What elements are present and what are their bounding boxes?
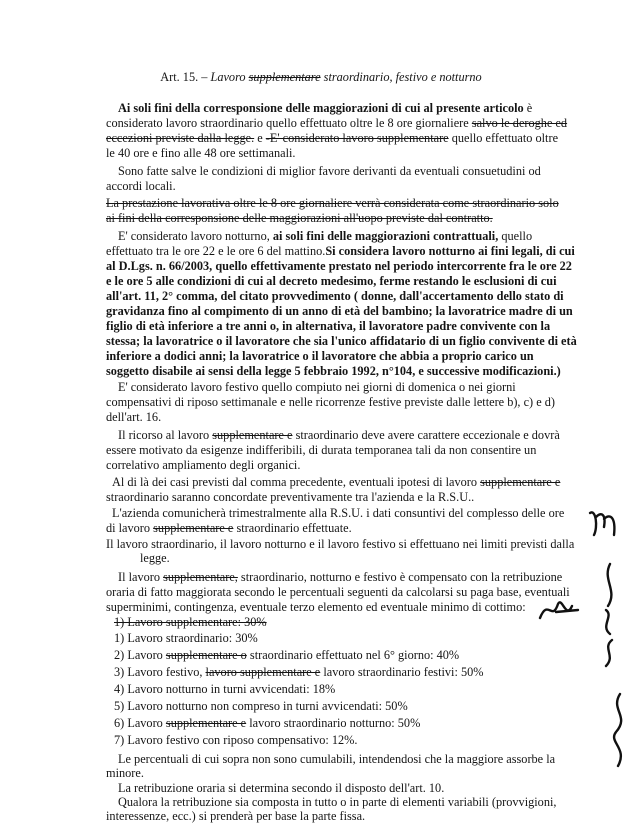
- text-line: soggetto disabile ai sensi della legge 5 febbraio 1992, n°104, e successive modificazioni.): [106, 364, 561, 378]
- struck-line: La prestazione lavorativa oltre le 8 ore giornaliere verrà considerata come straordinario solo: [106, 196, 559, 210]
- percentage-item: 7) Lavoro festivo con riposo compensativo: 12%.: [114, 733, 358, 747]
- text-line: stessa; la lavoratrice o il lavoratore che sia l'unico affidatario di un figlio convivente di età: [106, 334, 577, 348]
- text-line: effettuato tra le ore 22 e le ore 6 del mattino.Si considera lavoro notturno ai fini legali, di cui: [106, 244, 575, 258]
- text-line: al D.Lgs. n. 66/2003, quello effettivamente prestato nel periodo intercorrente fra le ore 22: [106, 259, 572, 273]
- text-line: minore.: [106, 766, 144, 780]
- text-line: Al di là dei casi previsti dal comma precedente, eventuali ipotesi di lavoro supplementare e: [112, 475, 561, 489]
- text-line: E' considerato lavoro notturno, ai soli fini delle maggiorazioni contrattuali, quello: [118, 229, 533, 243]
- text-line: Il lavoro straordinario, il lavoro notturno e il lavoro festivo si effettuano nei limiti previsti dalla: [106, 537, 575, 551]
- handwritten-initial: [536, 594, 580, 624]
- text-line: interessenze, ecc.) si prenderà per base la parte fissa.: [106, 809, 366, 823]
- text-line: Ai soli fini della corresponsione delle maggiorazioni di cui al presente articolo è: [118, 101, 533, 115]
- text-line: all'art. 11, 2° comma, del citato provvedimento ( donne, dall'accertamento dello stato di: [106, 289, 564, 303]
- handwritten-initial: [586, 505, 622, 541]
- text-line: essere motivato da esigenze indifferibili, di durata temporanea tali da non consentire un: [106, 443, 537, 457]
- percentage-item: 4) Lavoro notturno in turni avvicendati: 18%: [114, 682, 336, 696]
- percentage-item: 1) Lavoro straordinario: 30%: [114, 631, 258, 645]
- text-line: inferiore a dodici anni; la lavoratrice o il lavoratore che abbia a proprio carico un: [106, 349, 534, 363]
- text-line: Sono fatte salve le condizioni di miglior favore derivanti da eventuali consuetudini od: [118, 164, 541, 178]
- text-line: eccezioni previste dalla legge. e -E' considerato lavoro supplementare quello effettuato oltre: [106, 131, 559, 145]
- text-line: dell'art. 16.: [106, 410, 162, 424]
- text-line: figlio di età inferiore a tre anni o, in alternativa, il lavoratore padre convivente con la: [106, 319, 551, 333]
- text-line: Il lavoro supplementare, straordinario, notturno e festivo è compensato con la retribuzione: [118, 570, 563, 584]
- text-line: correlativo ampliamento degli organici.: [106, 458, 301, 472]
- handwritten-signature: [592, 560, 626, 670]
- percentage-item: 5) Lavoro notturno non compreso in turni avvicendati: 50%: [114, 699, 408, 713]
- handwritten-signature: [604, 690, 634, 770]
- percentage-item: 1) Lavoro supplementare: 30%: [114, 615, 267, 629]
- percentage-item: 2) Lavoro supplementare o straordinario effettuato nel 6° giorno: 40%: [114, 648, 460, 662]
- article-15-title: Art. 15. – Lavoro supplementare straordinario, festivo e notturno: [160, 70, 482, 84]
- text-line: La retribuzione oraria si determina secondo il disposto dell'art. 10.: [118, 781, 445, 795]
- text-line: Il ricorso al lavoro supplementare e straordinario deve avere carattere eccezionale e dovrà: [118, 428, 560, 442]
- text-line: oraria di fatto maggiorata secondo le percentuali seguenti da calcolarsi su paga base, eventuali: [106, 585, 570, 599]
- text-line: e le ore 5 alle condizioni di cui al decreto medesimo, ferme restando le esclusioni di cui: [106, 274, 557, 288]
- text-line: di lavoro supplementare e straordinario effettuate.: [106, 521, 352, 535]
- text-line: gravidanza fino al compimento di un anno di età del bambino; la lavoratrice madre di un: [106, 304, 573, 318]
- percentage-item: 6) Lavoro supplementare e lavoro straordinario notturno: 50%: [114, 716, 421, 730]
- text-line: E' considerato lavoro festivo quello compiuto nei giorni di domenica o nei giorni: [118, 380, 516, 394]
- text-line: Le percentuali di cui sopra non sono cumulabili, intendendosi che la maggiore assorbe la: [118, 752, 556, 766]
- text-line: L'azienda comunicherà trimestralmente alla R.S.U. i dati consuntivi del complesso delle ore: [112, 506, 565, 520]
- text-line: superminimi, contingenza, eventuale terzo elemento ed eventuale minimo di cottimo:: [106, 600, 526, 614]
- text-line: accordi locali.: [106, 179, 176, 193]
- text-line: le 40 ore e fino alle 48 ore settimanali.: [106, 146, 296, 160]
- percentage-item: 3) Lavoro festivo, lavoro supplementare e lavoro straordinario festivi: 50%: [114, 665, 484, 679]
- text-line: compensativi di riposo settimanale e nelle ricorrenze festive previste dalle lettere b), c) e d): [106, 395, 555, 409]
- text-line: straordinario saranno concordate preventivamente tra l'azienda e la R.S.U..: [106, 490, 475, 504]
- text-line: considerato lavoro straordinario quello effettuato oltre le 8 ore giornaliere salvo le deroghe ed: [106, 116, 568, 130]
- text-line: Qualora la retribuzione sia composta in tutto o in parte di elementi variabili (provvigioni,: [118, 795, 557, 809]
- text-line: legge.: [140, 551, 170, 565]
- struck-line: ai fini della corresponsione delle maggiorazioni all'uopo previste dal contratto.: [106, 211, 493, 225]
